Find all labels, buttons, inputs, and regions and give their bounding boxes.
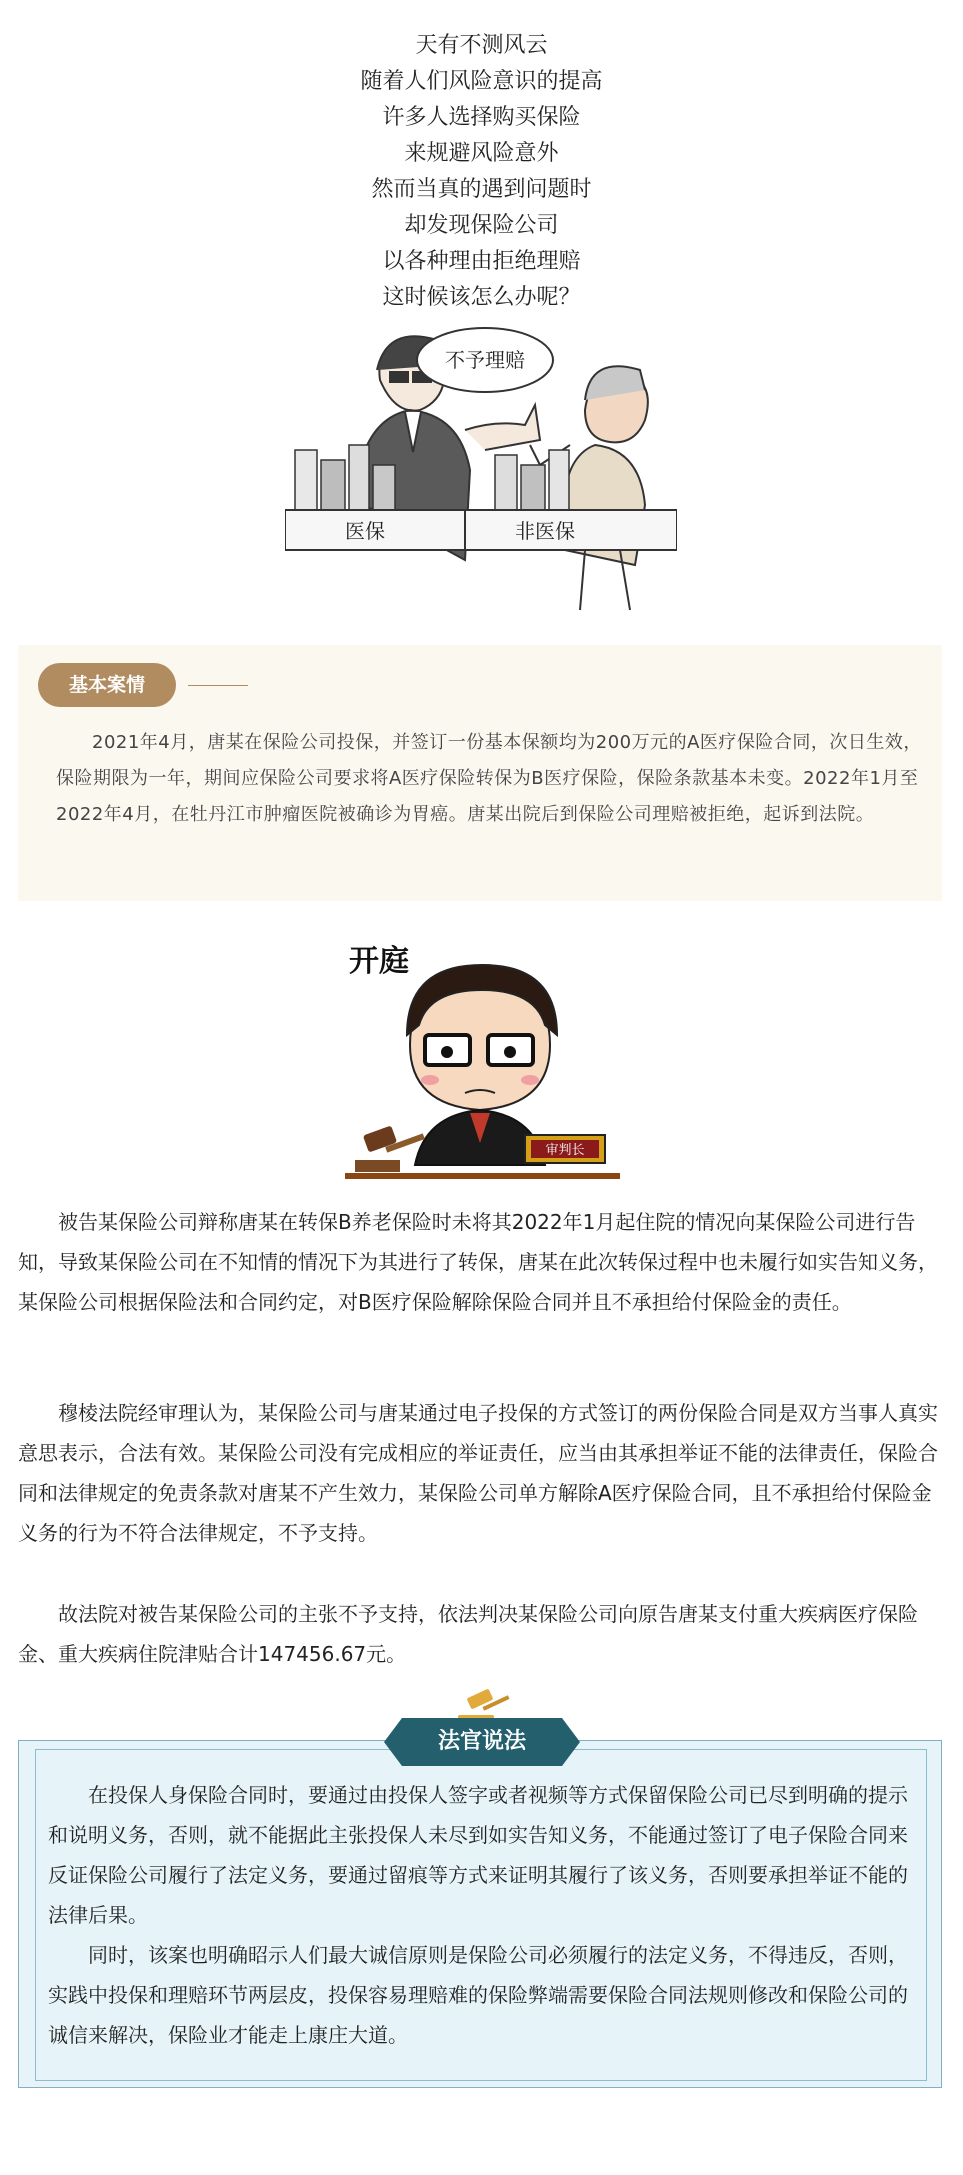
intro-text: [0, 28, 963, 316]
judge-cartoon: [345, 935, 620, 1187]
case-tag: 基本案情: [38, 663, 176, 707]
nameplate-text: 审判长: [545, 1143, 585, 1158]
commentary-tag: 法官说法: [437, 1729, 526, 1754]
sign-non-medical-insurance: 非医保: [515, 519, 575, 543]
claimant-figure: [530, 366, 648, 610]
paragraph-court-opinion: 穆棱法院经审理认为，某保险公司与唐某通过电子投保的方式签订的两份保险合同是双方当事人真实意思表示，合法有效。某保险公司没有完成相应的举证责任，应当由其承担举证不能的法律责任，保险合同和法律规定的免责条款对唐某不产生效力，某保险公司单方解除A医疗保险合同，且不承担给付保险金义务的行为不符合法律规定，不予支持。: [18, 1401, 938, 1545]
court-open-title: 开庭: [349, 944, 409, 979]
paragraph-judgment: 故法院对被告某保险公司的主张不予支持，依法判决某保险公司向原告唐某支付重大疾病医疗保险金、重大疾病住院津贴合计147456.67元。: [18, 1602, 918, 1666]
intro-line: 随着人们风险意识的提高: [360, 69, 603, 94]
sign-medical-insurance: 医保: [345, 519, 385, 543]
intro-line: 却发现保险公司: [404, 213, 559, 238]
intro-line: 这时候该怎么办呢？: [382, 285, 581, 310]
paragraph-defendant-claim: 被告某保险公司辩称唐某在转保B养老保险时未将其2022年1月起住院的情况向某保险公司进行告知，导致某保险公司在不知情的情况下为其进行了转保，唐某在此次转保过程中也未履行如实告知义务，某保险公司根据保险法和合同约定，对B医疗保险解除保险合同并且不承担给付保险金的责任。: [18, 1210, 938, 1314]
judge-desk: [345, 1173, 620, 1179]
bubble-text: 不予理赔: [445, 348, 525, 372]
intro-line: 许多人选择购买保险: [382, 105, 581, 130]
intro-line: 来规避风险意外: [404, 141, 559, 166]
intro-line: 以各种理由拒绝理赔: [382, 249, 581, 274]
case-text: 2021年4月，唐某在保险公司投保，并签订一份基本保额均为200万元的A医疗保险合同，次日生效，保险期限为一年，期间应保险公司要求将A医疗保险转保为B医疗保险，保险条款基本未变。2022年1月至2022年4月，在牡丹江市肿瘤医院被确诊为胃癌。唐某出院后到保险公司理赔被拒绝，起诉到法院。: [56, 732, 922, 825]
commentary-paragraph: 同时，该案也明确昭示人们最大诚信原则是保险公司必须履行的法定义务，不得违反，否则，实践中投保和理赔环节两层皮，投保容易理赔难的保险弊端需要保险合同法规则修改和保险公司的诚信来解决，保险业才能走上康庄大道。: [48, 1943, 908, 2047]
case-summary-box: [18, 645, 942, 901]
case-divider: [188, 685, 248, 686]
insurance-refusal-cartoon: [285, 320, 677, 625]
intro-line: 然而当真的遇到问题时: [371, 177, 592, 202]
counter: [285, 510, 677, 550]
intro-line: 天有不测风云: [415, 33, 548, 58]
commentary-paragraph: 在投保人身保险合同时，要通过由投保人签字或者视频等方式保留保险公司已尽到明确的提示和说明义务，否则，就不能据此主张投保人未尽到如实告知义务，不能通过签订了电子保险合同来反证保险公司履行了法定义务，要通过留痕等方式来证明其履行了该义务，否则要承担举证不能的法律后果。: [48, 1783, 908, 1927]
